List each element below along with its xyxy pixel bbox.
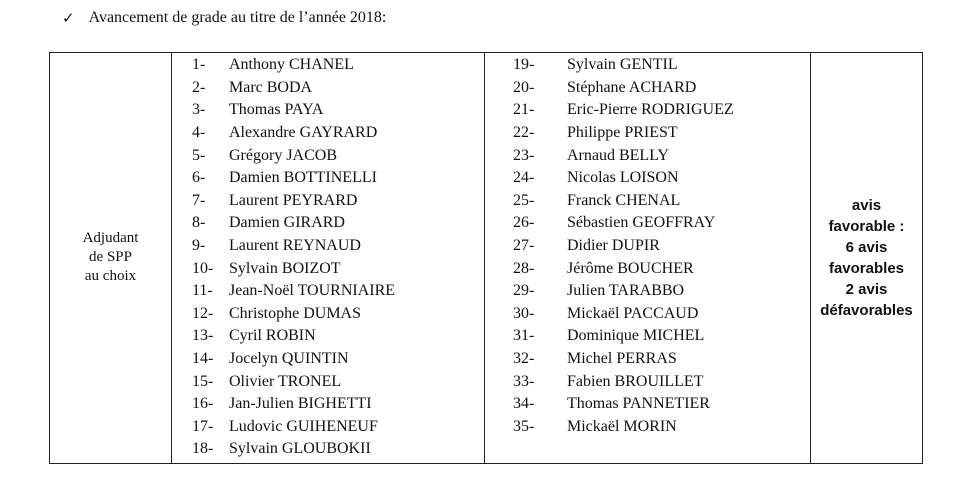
list-item (172, 303, 484, 326)
list-item (485, 77, 810, 100)
rank-number: 3- (192, 101, 206, 119)
person-name: Sébastien GEOFFRAY (567, 214, 716, 232)
list-item (172, 257, 484, 280)
checkmark-icon: ✓ (62, 9, 75, 27)
rank-number: 15- (192, 372, 214, 390)
list-item (485, 122, 810, 145)
list-item (172, 416, 484, 439)
person-name: Cyril ROBIN (229, 327, 316, 345)
person-name: Jocelyn QUINTIN (229, 350, 349, 368)
list-item (485, 212, 810, 235)
person-name: Damien GIRARD (229, 214, 345, 232)
person-name: Ludovic GUIHENEUF (229, 417, 378, 435)
list-item (485, 348, 810, 371)
person-name: Olivier TRONEL (229, 372, 342, 390)
rank-number: 33- (513, 372, 535, 390)
rank-number: 16- (192, 395, 214, 413)
person-name: Jean-Noël TOURNIAIRE (229, 282, 396, 300)
rank-number: 30- (513, 304, 535, 322)
avis-line: favorables (828, 259, 905, 277)
rank-number: 22- (513, 124, 535, 142)
rank-number: 10- (192, 259, 214, 277)
list-item (172, 438, 484, 461)
list-item (485, 370, 810, 393)
avis-line: 2 avis (845, 280, 888, 298)
rank-number: 20- (513, 78, 535, 96)
rank-number: 23- (513, 146, 535, 164)
rank-number: 4- (192, 124, 206, 142)
rank-number: 24- (513, 169, 535, 187)
list-item (485, 280, 810, 303)
list-item (172, 370, 484, 393)
person-name: Marc BODA (229, 78, 313, 96)
rank-number: 31- (513, 327, 535, 345)
list-item (172, 212, 484, 235)
promotion-table (49, 52, 923, 464)
list-item (172, 280, 484, 303)
person-name: Mickaël MORIN (567, 417, 677, 435)
person-name: Alexandre GAYRARD (229, 124, 378, 142)
list-item (172, 393, 484, 416)
person-name: Mickaël PACCAUD (567, 304, 699, 322)
person-name: Nicolas LOISON (567, 169, 679, 187)
names-column-1 (172, 53, 485, 464)
table-row (50, 53, 923, 464)
names-list-1 (172, 53, 484, 463)
person-name: Jérôme BOUCHER (567, 259, 694, 277)
grade-cell (50, 53, 172, 464)
rank-number: 34- (513, 395, 535, 413)
rank-number: 35- (513, 417, 535, 435)
list-item (172, 144, 484, 167)
rank-number: 32- (513, 350, 535, 368)
list-item (485, 99, 810, 122)
person-name: Thomas PANNETIER (567, 395, 710, 413)
grade-line: de SPP (89, 249, 132, 266)
person-name: Sylvain GENTIL (567, 56, 678, 74)
person-name: Christophe DUMAS (229, 304, 362, 322)
names-list-2 (485, 53, 810, 440)
person-name: Julien TARABBO (567, 282, 685, 300)
section-heading (62, 9, 386, 27)
person-name: Laurent REYNAUD (229, 237, 361, 255)
person-name: Franck CHENAL (567, 191, 681, 209)
list-item (172, 325, 484, 348)
list-item (172, 122, 484, 145)
list-item (172, 190, 484, 213)
rank-number: 2- (192, 78, 206, 96)
rank-number: 8- (192, 214, 206, 232)
rank-number: 25- (513, 191, 535, 209)
person-name: Dominique MICHEL (567, 327, 705, 345)
list-item (485, 54, 810, 77)
list-item (485, 144, 810, 167)
person-name: Eric-Pierre RODRIGUEZ (567, 101, 734, 119)
person-name: Arnaud BELLY (567, 146, 669, 164)
person-name: Damien BOTTINELLI (229, 169, 377, 187)
list-item (172, 77, 484, 100)
avis-line: avis (851, 196, 882, 214)
list-item (485, 416, 810, 439)
list-item (172, 235, 484, 258)
person-name: Michel PERRAS (567, 350, 677, 368)
person-name: Sylvain BOIZOT (229, 259, 341, 277)
rank-number: 29- (513, 282, 535, 300)
grade-line: au choix (84, 268, 137, 285)
rank-number: 5- (192, 146, 206, 164)
rank-number: 26- (513, 214, 535, 232)
list-item (172, 348, 484, 371)
person-name: Laurent PEYRARD (229, 191, 358, 209)
names-column-2 (485, 53, 811, 464)
list-item (172, 99, 484, 122)
rank-number: 11- (192, 282, 213, 300)
list-item (485, 393, 810, 416)
rank-number: 1- (192, 56, 206, 74)
person-name: Philippe PRIEST (567, 124, 678, 142)
rank-number: 27- (513, 237, 535, 255)
rank-number: 9- (192, 237, 206, 255)
list-item (485, 190, 810, 213)
list-item (485, 303, 810, 326)
avis-line: 6 avis (845, 238, 888, 256)
avis-line: favorable : (828, 217, 905, 235)
person-name: Stéphane ACHARD (567, 78, 697, 96)
list-item (485, 257, 810, 280)
rank-number: 19- (513, 56, 535, 74)
person-name: Grégory JACOB (229, 146, 337, 164)
list-item (172, 167, 484, 190)
person-name: Fabien BROUILLET (567, 372, 704, 390)
grade-line: Adjudant (82, 230, 139, 247)
rank-number: 28- (513, 259, 535, 277)
rank-number: 18- (192, 440, 214, 458)
avis-cell (811, 53, 923, 464)
list-item (172, 54, 484, 77)
rank-number: 7- (192, 191, 206, 209)
rank-number: 14- (192, 350, 214, 368)
list-item (485, 235, 810, 258)
rank-number: 13- (192, 327, 214, 345)
rank-number: 12- (192, 304, 214, 322)
person-name: Sylvain GLOUBOKII (229, 440, 371, 458)
heading-text: Avancement de grade au titre de l’année 2018: (88, 9, 387, 26)
person-name: Anthony CHANEL (229, 56, 354, 74)
rank-number: 21- (513, 101, 535, 119)
rank-number: 17- (192, 417, 214, 435)
person-name: Thomas PAYA (229, 101, 324, 119)
person-name: Jan-Julien BIGHETTI (229, 395, 372, 413)
person-name: Didier DUPIR (567, 237, 660, 255)
list-item (485, 325, 810, 348)
list-item (485, 167, 810, 190)
rank-number: 6- (192, 169, 206, 187)
avis-line: défavorables (820, 301, 913, 319)
